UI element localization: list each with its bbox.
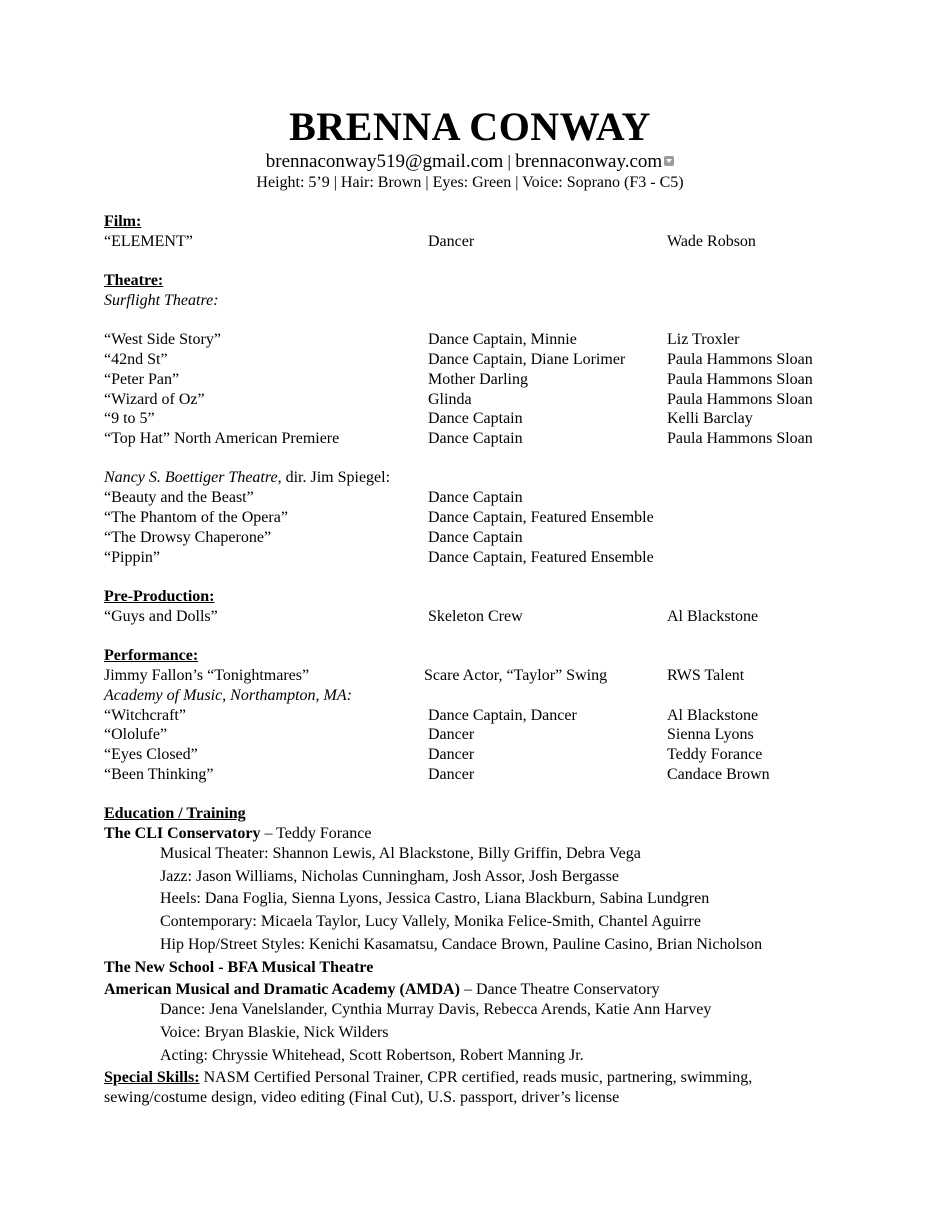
credit-title: “Beauty and the Beast” [104, 489, 254, 506]
candidate-name: BRENNA CONWAY [289, 104, 651, 149]
training-line: Musical Theater: Shannon Lewis, Al Blackstone, Billy Griffin, Debra Vega [160, 845, 641, 862]
school-row [104, 980, 844, 1000]
venue-row [104, 291, 844, 311]
credit-director: RWS Talent [667, 667, 745, 684]
credit-role: Dance Captain [428, 529, 523, 546]
education-heading-row [104, 804, 844, 824]
school-detail: – Dance Theatre Conservatory [459, 981, 660, 998]
theatre-heading-row [104, 271, 844, 291]
credit-director: Paula Hammons Sloan [667, 391, 813, 408]
credit-row [104, 370, 844, 390]
credit-title: “The Phantom of the Opera” [104, 509, 288, 526]
credit-title: “Eyes Closed” [104, 746, 198, 763]
school-amda [104, 980, 660, 1000]
credit-title: Jimmy Fallon’s “Tonightmares” [104, 667, 310, 684]
credit-role: Skeleton Crew [428, 608, 523, 625]
credit-director: Candace Brown [667, 766, 770, 783]
credit-title: “9 to 5” [104, 410, 155, 427]
credit-role: Dance Captain, Minnie [428, 331, 577, 348]
credit-title: “42nd St” [104, 351, 168, 368]
credit-director: Al Blackstone [667, 608, 759, 625]
venue-boettiger-director: , dir. Jim Spiegel: [277, 469, 391, 486]
venue-academy: Academy of Music, Northampton, MA: [104, 687, 352, 704]
contact-line [0, 150, 940, 174]
school-row [104, 824, 844, 844]
credit-role: Dance Captain [428, 489, 523, 506]
preproduction-heading-row [104, 587, 844, 607]
credit-role: Dance Captain, Dancer [428, 707, 577, 724]
credit-role: Scare Actor, “Taylor” Swing [424, 667, 608, 684]
credit-row [104, 330, 844, 350]
credit-title: “Guys and Dolls” [104, 608, 218, 625]
credit-role: Dancer [428, 766, 475, 783]
credit-row [104, 488, 844, 508]
credit-row [104, 528, 844, 548]
credit-row [104, 350, 844, 370]
credit-title: “Pippin” [104, 549, 160, 566]
credit-director: Kelli Barclay [667, 410, 753, 427]
venue-boettiger-name: Nancy S. Boettiger Theatre [104, 469, 278, 486]
training-line: Voice: Bryan Blaskie, Nick Wilders [160, 1024, 389, 1041]
credit-title: “Peter Pan” [104, 371, 180, 388]
website-link[interactable]: brennaconway.com [515, 151, 663, 172]
credit-title: “Been Thinking” [104, 766, 214, 783]
credit-director: Paula Hammons Sloan [667, 351, 813, 368]
credit-row [104, 666, 844, 686]
credit-row [104, 429, 844, 449]
credit-director: Wade Robson [667, 233, 756, 250]
section-heading-theatre: Theatre: [104, 272, 164, 289]
credit-director: Sienna Lyons [667, 726, 754, 743]
credit-role: Dancer [428, 233, 475, 250]
credit-title: “The Drowsy Chaperone” [104, 529, 272, 546]
email-link[interactable]: brennaconway519@gmail.com [265, 151, 504, 172]
credit-title: “Wizard of Oz” [104, 391, 205, 408]
credit-role: Dance Captain, Diane Lorimer [428, 351, 626, 368]
section-heading-preproduction: Pre-Production: [104, 588, 215, 605]
school-name: The CLI Conservatory [104, 825, 261, 842]
school-cli [104, 824, 371, 844]
credit-row [104, 409, 844, 429]
training-line: Jazz: Jason Williams, Nicholas Cunningham, Josh Assor, Josh Bergasse [160, 868, 619, 885]
credit-row [104, 548, 844, 568]
section-heading-education: Education / Training [104, 805, 246, 822]
credit-title: “Ololufe” [104, 726, 168, 743]
credit-role: Dance Captain, Featured Ensemble [428, 549, 654, 566]
credit-row [104, 232, 844, 252]
link-dropdown-icon[interactable] [664, 156, 674, 166]
training-line: Dance: Jena Vanelslander, Cynthia Murray Davis, Rebecca Arends, Katie Ann Harvey [160, 1001, 712, 1018]
credit-role: Dancer [428, 726, 475, 743]
training-line: Heels: Dana Foglia, Sienna Lyons, Jessica Castro, Liana Blackburn, Sabina Lundgren [160, 890, 710, 907]
credit-title: “Top Hat” North American Premiere [104, 430, 340, 447]
credit-role: Dancer [428, 746, 475, 763]
credit-role: Mother Darling [428, 371, 528, 388]
section-heading-film: Film: [104, 213, 142, 230]
credit-role: Dance Captain [428, 410, 523, 427]
special-skills [104, 1068, 824, 1108]
contact-separator: | [503, 152, 516, 171]
credit-director: Teddy Forance [667, 746, 763, 763]
school-name: American Musical and Dramatic Academy (AMDA) [104, 981, 460, 998]
credit-director: Paula Hammons Sloan [667, 430, 813, 447]
credit-row [104, 725, 844, 745]
credit-title: “Witchcraft” [104, 707, 186, 724]
performance-heading-row [104, 646, 844, 666]
venue-row [104, 468, 844, 488]
venue-row [104, 686, 844, 706]
credit-role: Dance Captain [428, 430, 523, 447]
credit-director: Liz Troxler [667, 331, 740, 348]
training-line: Hip Hop/Street Styles: Kenichi Kasamatsu, Candace Brown, Pauline Casino, Brian Nicholson [160, 936, 763, 953]
credit-row [104, 607, 844, 627]
skills-text: NASM Certified Personal Trainer, CPR certified, reads music, partnering, swimming, sewing/costume design, video editing (Final Cut), U.S. passport, driver’s license [104, 1069, 753, 1106]
venue-boettiger [104, 468, 390, 488]
credit-director: Al Blackstone [667, 707, 759, 724]
section-heading-performance: Performance: [104, 647, 199, 664]
credit-row [104, 745, 844, 765]
film-heading-row [104, 212, 844, 232]
credit-director: Paula Hammons Sloan [667, 371, 813, 388]
school-row [104, 958, 844, 978]
school-new-school: The New School - BFA Musical Theatre [104, 959, 374, 976]
section-heading-skills: Special Skills: [104, 1069, 200, 1086]
training-line: Acting: Chryssie Whitehead, Scott Robertson, Robert Manning Jr. [160, 1047, 584, 1064]
credit-title: “West Side Story” [104, 331, 221, 348]
training-line: Contemporary: Micaela Taylor, Lucy Vallely, Monika Felice-Smith, Chantel Aguirre [160, 913, 701, 930]
credit-row [104, 508, 844, 528]
credit-role: Dance Captain, Featured Ensemble [428, 509, 654, 526]
credit-row [104, 390, 844, 410]
physical-stats: Height: 5’9 | Hair: Brown | Eyes: Green | Voice: Soprano (F3 - C5) [256, 174, 684, 191]
credit-row [104, 765, 844, 785]
venue-surflight: Surflight Theatre: [104, 292, 219, 309]
credit-row [104, 706, 844, 726]
credit-role: Glinda [428, 391, 472, 408]
credit-title: “ELEMENT” [104, 233, 193, 250]
school-detail: – Teddy Forance [260, 825, 372, 842]
